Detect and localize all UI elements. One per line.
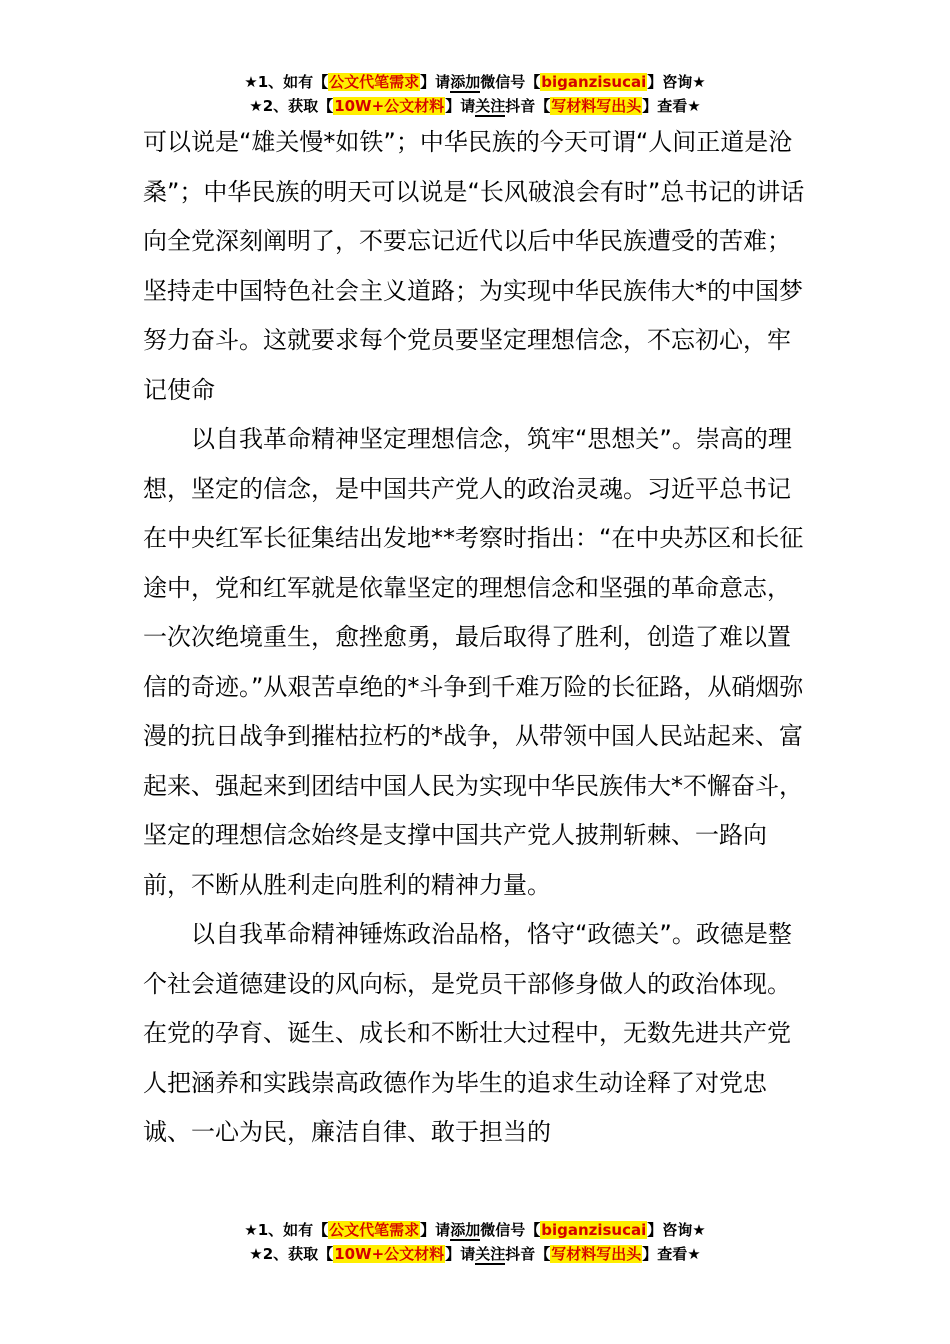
highlight-wechat-id: biganzisucai: [541, 73, 647, 91]
highlight-douyin-account: 写材料写出头: [551, 1245, 642, 1263]
banner-line-1: ★1、如有【公文代笔需求】请添加微信号【biganzisucai】咨询★: [244, 1221, 706, 1239]
highlight-douyin-account: 写材料写出头: [551, 97, 642, 115]
paragraph-2: 以自我革命精神坚定理想信念，筑牢“思想关”。崇高的理想，坚定的信念，是中国共产党人的政治灵魂。习近平总书记在中央红军长征集结出发地**考察时指出：“在中央苏区和长征途中，党和红军就是依靠坚定的理想信念和坚强的革命意志，一次次绝境重生，愈挫愈勇，最后取得了胜利，创造了难以置信的奇迹。”从艰苦卓绝的*斗争到千难万险的长征路，从硝烟弥漫的抗日战争到摧枯拉朽的*战争，从带领中国人民站起来、富起来、强起来到团结中国人民为实现中华民族伟大*不懈奋斗，坚定的理想信念始终是支撑中国共产党人披荆斩棘、一路向前，不断从胜利走向胜利的精神力量。: [143, 425, 804, 899]
header-banner: [0, 70, 950, 118]
highlight-service: 公文代笔需求: [329, 1221, 420, 1239]
paragraph-3: 以自我革命精神锤炼政治品格，恪守“政德关”。政德是整个社会道德建设的风向标，是党员干部修身做人的政治体现。在党的孕育、诞生、成长和不断壮大过程中，无数先进共产党人把涵养和实践崇高政德作为毕生的追求生动诠释了对党忠诚、一心为民，廉洁自律、敢于担当的: [143, 920, 792, 1146]
highlight-materials: 10W+公文材料: [334, 1245, 445, 1263]
document-body: [143, 118, 807, 1158]
highlight-service: 公文代笔需求: [329, 73, 420, 91]
banner-line-2: ★2、获取【10W+公文材料】请关注抖音【写材料写出头】查看★: [249, 1245, 701, 1263]
paragraph-1: 可以说是“雄关慢*如铁”；中华民族的今天可谓“人间正道是沧桑”；中华民族的明天可以说是“长风破浪会有时”总书记的讲话向全党深刻阐明了，不要忘记近代以后中华民族遭受的苦难；坚持走中国特色社会主义道路；为实现中华民族伟大*的中国梦努力奋斗。这就要求每个党员要坚定理想信念，不忘初心，牢记使命: [143, 128, 805, 404]
highlight-wechat-id: biganzisucai: [541, 1221, 647, 1239]
footer-banner: [0, 1218, 950, 1266]
banner-line-2: ★2、获取【10W+公文材料】请关注抖音【写材料写出头】查看★: [249, 97, 701, 115]
banner-line-1: ★1、如有【公文代笔需求】请添加微信号【biganzisucai】咨询★: [244, 73, 706, 91]
highlight-materials: 10W+公文材料: [334, 97, 445, 115]
